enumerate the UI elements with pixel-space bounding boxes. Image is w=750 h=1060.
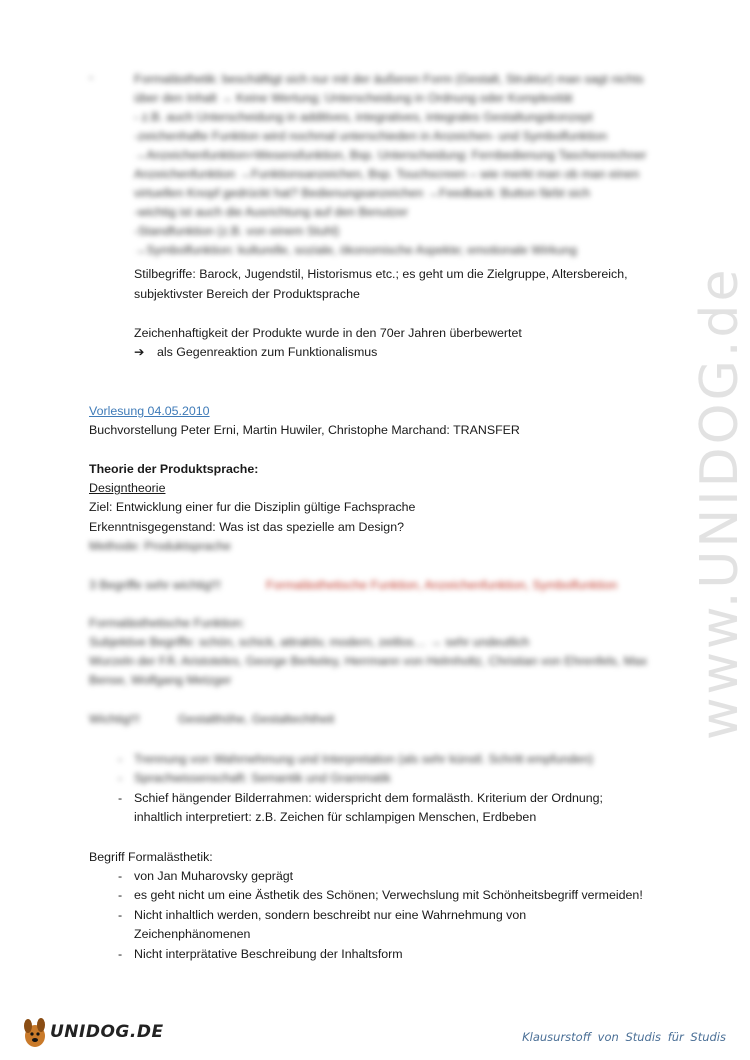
begriff-heading: Begriff Formalästhetik: (89, 850, 213, 864)
dog-logo-icon (20, 1014, 50, 1050)
blurred-text-line: Methode: Produktsprache (89, 539, 231, 553)
bullet-dash: - (89, 70, 94, 84)
section-heading: Theorie der Produktsprache: (89, 462, 259, 476)
list-item: es geht nicht um eine Ästhetik des Schönen; Verwechslung mit Schönheitsbegriff vermeiden! (134, 888, 643, 902)
stil-text-line: Stilbegriffe: Barock, Jugendstil, Historismus etc.; es geht um die Zielgruppe, Altersbereich, (134, 267, 628, 281)
stil-text-line: subjektivster Bereich der Produktsprache (134, 287, 360, 301)
blurred-text-line: Wichtig!!! (89, 712, 140, 726)
blurred-text-line: Trennung von Wahrnehmung und Interpretation (als sehr künstl. Schritt empfunden) (134, 752, 594, 766)
schief-text-line: inhaltlich interpretiert: z.B. Zeichen für schlampigen Menschen, Erdbeben (134, 810, 537, 824)
blurred-text-line: über den Inhalt → Keine Wertung; Unterscheidung in Ordnung oder Komplexität (134, 91, 573, 105)
blurred-text-line: Anzeichenfunktion →Funktionsanzeichen, Bsp. Touchscreen – wie merkt man ob man einen (134, 167, 640, 181)
list-item: Nicht inhaltlich werden, sondern beschreibt nur eine Wahrnehmung von (134, 908, 527, 922)
blurred-text-line: - z.B. auch Unterscheidung in additives, integratives, integrales Gestaltungskonzept (134, 110, 593, 124)
bullet-dash: - (118, 752, 123, 766)
blurred-text-line: -wichtig ist auch die Ausrichtung auf den Benutzer (134, 205, 409, 219)
buchvorstellung-line: Buchvorstellung Peter Erni, Martin Huwiler, Christophe Marchand: TRANSFER (89, 423, 520, 437)
blurred-text-line: 3 Begriffe sehr wichtig!!! (89, 578, 222, 592)
schief-text-line: Schief hängender Bilderrahmen: widerspricht dem formalästh. Kriterium der Ordnung; (134, 791, 603, 805)
bullet-dash: - (118, 888, 123, 902)
blurred-text-line: Bense, Wolfgang Metzger (89, 673, 232, 687)
list-item-continuation: Zeichenphänomenen (134, 927, 251, 941)
blurred-text-line: Wurzeln der FÄ: Aristoteles, George Berkeley, Herrmann von Helmholtz, Christian von Ehrenfels, Max (89, 654, 648, 668)
watermark: www.UNIDOG.de (690, 266, 750, 740)
footer-slogan: Klausurstoff von Studis für Studis (522, 1030, 726, 1044)
blurred-text-line: Formalästhetische Funktion: (89, 616, 245, 630)
blurred-text-line: Sprachwissenschaft: Semantik und Grammatik (134, 771, 391, 785)
ziel-line: Ziel: Entwicklung einer fur die Disziplin gültige Fachsprache (89, 500, 416, 514)
unidog-logo[interactable] (20, 1014, 164, 1050)
list-item: Nicht interprätative Beschreibung der Inhaltsform (134, 947, 403, 961)
subheading-designtheorie: Designtheorie (89, 481, 166, 495)
vorlesung-date-link[interactable]: Vorlesung 04.05.2010 (89, 404, 210, 418)
blurred-text-line: Subjektive Begriffe: schön, schick, attraktiv, modern, zeitlos… → sehr undeutlich (89, 635, 530, 649)
zeichen-text-line: Zeichenhaftigkeit der Produkte wurde in den 70er Jahren überbewertet (134, 326, 522, 340)
blurred-text-line: Formalästhetik: beschäftigt sich nur mit der äußeren Form (Gestalt, Struktur) man sagt nichts (134, 72, 644, 86)
erkenntnis-line: Erkenntnisgegenstand: Was ist das spezielle am Design? (89, 520, 404, 534)
list-item: von Jan Muharovsky geprägt (134, 869, 294, 883)
blurred-text-line: -zeichenhafte Funktion wird nochmal unterschieden in Anzeichen- und Symbolfunktion (134, 129, 608, 143)
blurred-text-line: -Standfunktion (z.B. von einem Stuhl) (134, 224, 340, 238)
blurred-text-line: Gestalthöhe, Gestaltechtheit (178, 712, 335, 726)
logo-text: UNIDOG.DE (50, 1022, 164, 1042)
bullet-dash: - (118, 947, 123, 961)
bullet-dash: - (118, 771, 123, 785)
blurred-text-line: →Symbolfunktion: kulturelle, soziale, ökonomische Aspekte; emotionale Wirkung (134, 243, 577, 257)
blurred-text-line: →Anzeichenfunktion=Wesensfunktion, Bsp. Unterscheidung: Fernbedienung Taschenrechner (134, 148, 647, 162)
right-arrow-icon: ➔ (134, 345, 145, 359)
blurred-red-text-line: Formalästhetische Funktion, Anzeichenfunktion, Symbolfunktion (266, 578, 618, 592)
bullet-dash: - (118, 869, 123, 883)
bullet-dash: - (118, 791, 123, 805)
gegen-text-line: als Gegenreaktion zum Funktionalismus (157, 345, 378, 359)
blurred-text-line: virtuellen Knopf gedrückt hat? Bedienungsanzeichen →Feedback: Button färbt sich (134, 186, 590, 200)
bullet-dash: - (118, 908, 123, 922)
